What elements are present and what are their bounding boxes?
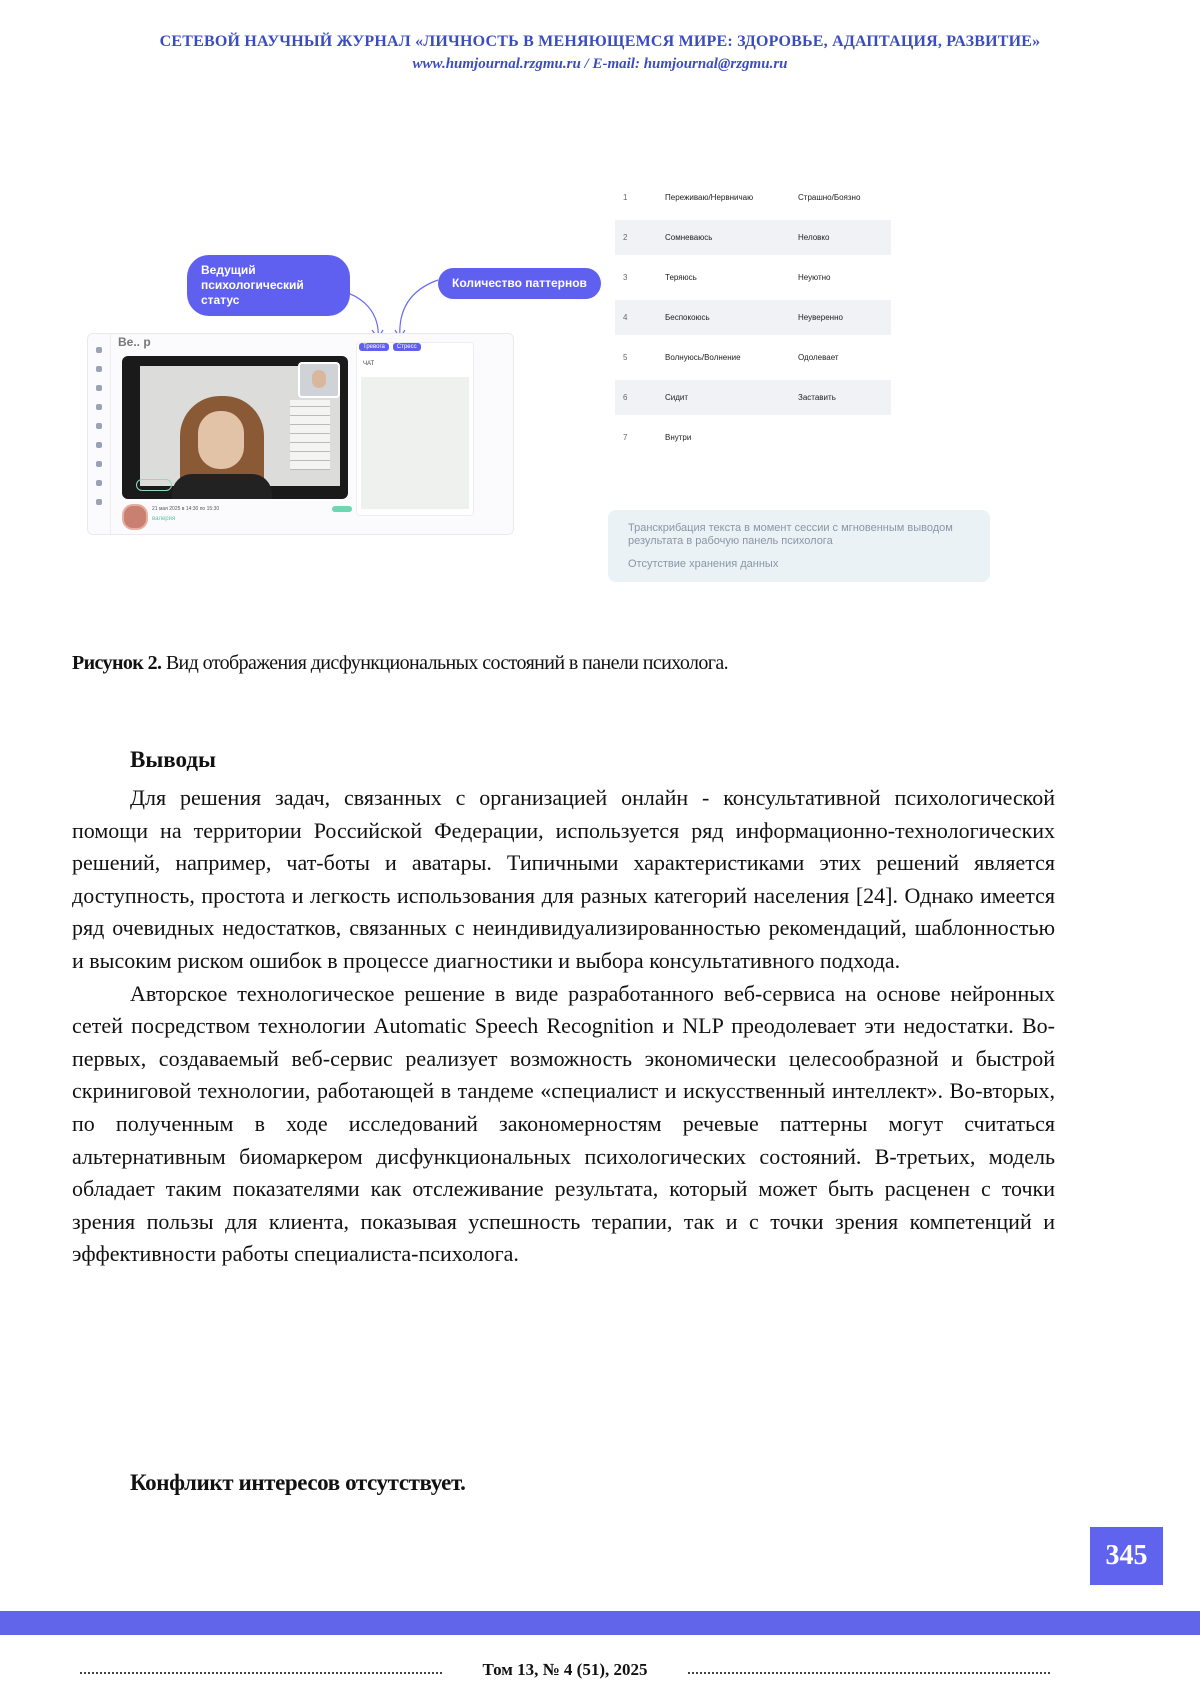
video-call-feed: [122, 356, 348, 499]
row-number: 6: [623, 393, 628, 402]
figure-caption: [72, 652, 1072, 675]
callout-pattern-count: Количество паттернов: [438, 268, 601, 299]
table-row: [615, 420, 891, 455]
users-icon: [96, 366, 102, 372]
psychologist-pip-video: [298, 362, 340, 398]
client-info: [122, 504, 352, 528]
psychologist-panel-screenshot: [87, 333, 514, 535]
pattern-b: Неуверенно: [798, 313, 843, 322]
row-number: 3: [623, 273, 628, 282]
video-control-button: [136, 479, 172, 491]
pattern-a: Внутри: [665, 433, 692, 442]
pattern-a: Беспокоюсь: [665, 313, 710, 322]
row-number: 7: [623, 433, 628, 442]
pattern-a: Волнуюсь/Волнение: [665, 353, 741, 362]
calendar-icon: [96, 385, 102, 391]
help-icon: [96, 499, 102, 505]
row-number: 2: [623, 233, 628, 242]
upload-icon: [96, 480, 102, 486]
footer-divider-left: [80, 1672, 442, 1674]
client-name: валерия: [152, 516, 176, 522]
status-badge: [332, 506, 352, 512]
section-heading-conclusions: Выводы: [130, 747, 216, 772]
journal-contacts: www.humjournal.rzgmu.ru / E-mail: humjournal@rzgmu.ru: [412, 56, 788, 72]
table-row: [615, 340, 891, 375]
issue-info: Том 13, № 4 (51), 2025: [482, 1660, 648, 1679]
pip-face: [312, 370, 326, 388]
table-row: [615, 220, 891, 255]
paragraph: Авторское технологическое решение в виде разработанного веб-сервиса на основе нейронных сетей посредством технологии Automatic Speech Recognition и NLP преодолевает эти недостатки. Во-первых, создаваемый веб-сервис реализует возможность экономически целесообразной и быстрой скриниговой технологии, работающей в тандеме «специалист и искусственный интеллект». Во-вторых, по полученным в ходе исследований закономерностям речевые паттерны могут считаться альтернативным биомаркером дисфункциональных психологических состояний. В-третьих, модель обладает таким показателями как отслеживание результата, который может быть расценен с точки зрения пользы для клиента, показывая успешность терапии, так и с точки зрения компетенций и эффективности работы специалиста-психолога.: [72, 980, 1055, 1267]
client-face: [198, 411, 244, 469]
status-tags: [359, 343, 421, 351]
pattern-a: Переживаю/Нервничаю: [665, 193, 754, 202]
pattern-a: Теряюсь: [665, 273, 697, 282]
app-sidebar: [88, 334, 111, 534]
app-logo: Be.. p: [118, 335, 151, 349]
paragraph: Для решения задач, связанных с организацией онлайн - консультативной психологической помощи на территории Российской Федерации, используется ряд информационно-технологических решений, например, чат-боты и аватары. Типичными характеристиками этих решений является доступность, простота и легкость использования для разных категорий населения [24]. Однако имеется ряд очевидных недостатков, связанных с неиндивидуализированностью рекомендаций, шаблонностью и высоким риском ошибок в процессе диагностики и выбора консультативного подхода.: [72, 785, 1055, 973]
transcription-note: [608, 510, 990, 582]
pattern-b: Страшно/Боязно: [798, 193, 861, 202]
transcription-text: Транскрибация текста в момент сессии с мгновенным выводом результата в рабочую панель психолога: [628, 522, 953, 547]
chat-messages: [361, 377, 469, 509]
wall-calendar: [290, 400, 330, 470]
footer-bar: [0, 1611, 1200, 1635]
footer-divider-right: [688, 1672, 1050, 1674]
folder-icon: [96, 461, 102, 467]
caption-label: Рисунок 2.: [72, 652, 162, 674]
pattern-b: Заставить: [798, 393, 836, 402]
row-number: 4: [623, 313, 628, 322]
conflict-of-interest: Конфликт интересов отсутствует.: [130, 1470, 466, 1495]
journal-title: СЕТЕВОЙ НАУЧНЫЙ ЖУРНАЛ «ЛИЧНОСТЬ В МЕНЯЮЩЕМСЯ МИРЕ: ЗДОРОВЬЕ, АДАПТАЦИЯ, РАЗВИТИЕ»: [159, 33, 1041, 50]
table-row: [615, 180, 891, 215]
session-time: 21 мая 2025 в 14:30 по 15:30: [152, 506, 220, 512]
table-row: [615, 260, 891, 295]
conclusions-body: [72, 782, 1055, 1271]
row-number: 1: [623, 193, 628, 202]
home-icon: [96, 347, 102, 353]
pattern-b: Одолевает: [798, 353, 839, 362]
patterns-table: [615, 180, 891, 460]
page-number: 345: [1090, 1527, 1163, 1585]
row-number: 5: [623, 353, 628, 362]
document-icon: [96, 423, 102, 429]
settings-icon: [96, 442, 102, 448]
table-row: [615, 380, 891, 415]
avatar: [122, 504, 148, 530]
status-tag-stress: Стресс: [393, 343, 421, 351]
chart-icon: [96, 404, 102, 410]
table-row: [615, 300, 891, 335]
caption-text: Вид отображения дисфункциональных состояний в панели психолога.: [165, 652, 729, 674]
chat-title: ЧАТ: [363, 361, 375, 367]
pattern-b: Неуютно: [798, 273, 831, 282]
client-body: [172, 474, 272, 499]
pattern-a: Сомневаюсь: [665, 233, 713, 242]
status-tag-anxiety: Тревога: [359, 343, 389, 351]
no-storage-text: Отсутствие хранения данных: [628, 558, 779, 570]
pattern-b: Неловко: [798, 233, 830, 242]
callout-psych-status: Ведущий психологический статус: [187, 255, 350, 316]
chat-panel: [356, 342, 474, 516]
pattern-a: Сидит: [665, 393, 689, 402]
figure-2: [80, 180, 1040, 600]
